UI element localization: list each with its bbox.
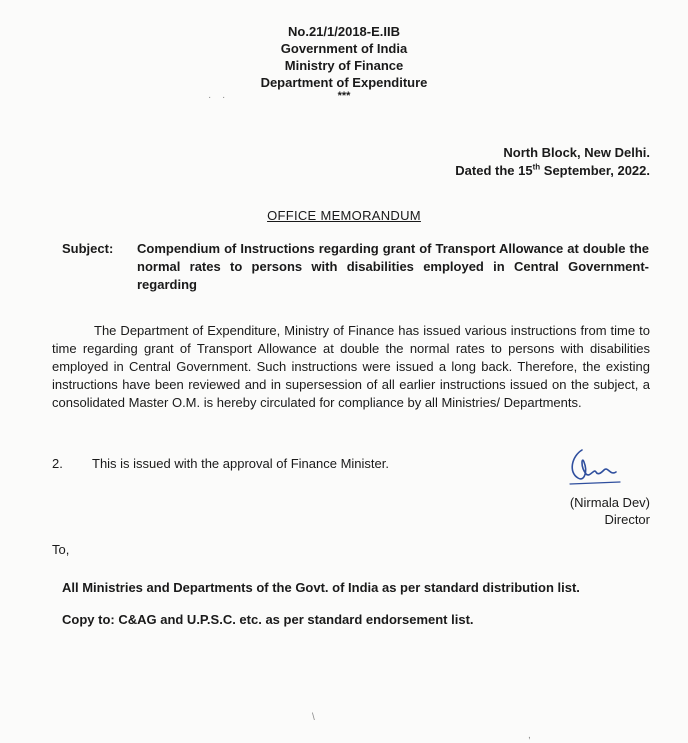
document-title: OFFICE MEMORANDUM — [267, 208, 421, 223]
header-ministry: Ministry of Finance — [284, 58, 404, 73]
date: Dated the 15th September, 2022. — [455, 162, 650, 178]
scan-speck: · — [222, 92, 226, 103]
scan-speck: \ — [312, 712, 315, 723]
scan-speck: · — [208, 92, 212, 103]
signatory-name: (Nirmala Dev) — [569, 495, 650, 510]
to-label: To, — [52, 542, 70, 557]
header-stars: *** — [337, 90, 351, 102]
body-paragraph-1: The Department of Expenditure, Ministry of Finance has issued various instructions from time to time regarding grant of Transport Allowance at double the normal rates to persons with disabilities employed in Central Government. Such instructions were issued a long back. Therefore, the existing instructions have been reviewed and in supersession of all earlier instructions issued on the subject, a consolidated Master O.M. is hereby circulated for compliance by all Ministries/ Departments. — [52, 323, 650, 410]
subject-text: Compendium of Instructions regarding grant of Transport Allowance at double the normal rates to persons with disabilities employed in Central Government-regarding — [137, 241, 649, 292]
body-paragraph-2: This is issued with the approval of Finance Minister. — [92, 456, 389, 471]
distribution-list: All Ministries and Departments of the Govt. of India as per standard distribution list. — [62, 580, 580, 595]
document-header — [0, 23, 688, 101]
file-number: No.21/1/2018-E.IIB — [288, 24, 400, 39]
header-department: Department of Expenditure — [260, 75, 428, 90]
signatory-designation: Director — [604, 512, 650, 527]
header-government: Government of India — [280, 41, 408, 56]
place-and-date — [455, 144, 650, 180]
copy-to-list: Copy to: C&AG and U.P.S.C. etc. as per standard endorsement list. — [62, 612, 474, 627]
scan-speck: , — [528, 730, 531, 741]
paragraph-2-number: 2. — [52, 456, 63, 471]
signature-image — [562, 442, 630, 490]
signatory-block — [570, 494, 650, 528]
subject-label: Subject: — [62, 241, 114, 256]
place: North Block, New Delhi. — [503, 145, 650, 160]
